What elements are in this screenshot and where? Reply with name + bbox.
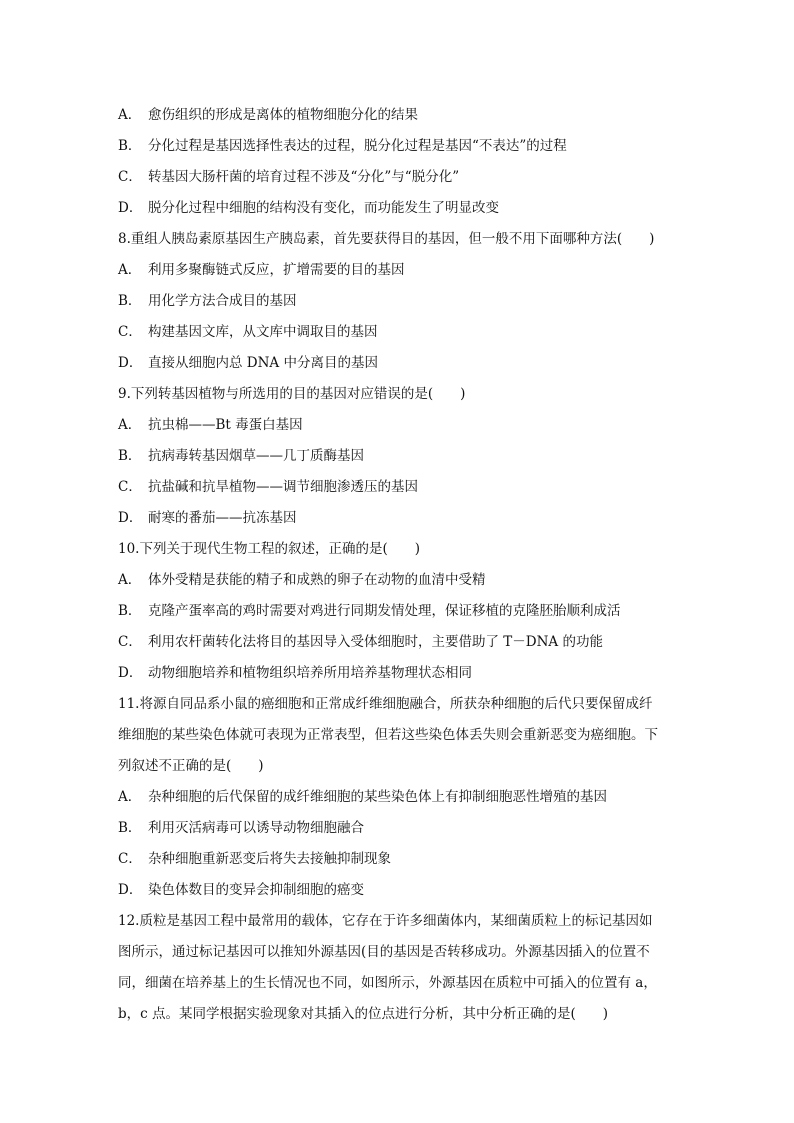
q9-option-a [118, 410, 678, 441]
option-letter: B． [118, 448, 142, 464]
option-text: 利用灭活病毒可以诱导动物细胞融合 [148, 820, 364, 836]
q9-option-b [118, 441, 678, 472]
q7-option-b [118, 131, 678, 162]
option-letter: C． [118, 479, 142, 495]
question-9 [118, 379, 678, 534]
q11-option-b [118, 813, 678, 844]
option-letter: D． [118, 355, 143, 371]
q8-option-c [118, 317, 678, 348]
question-12 [118, 906, 678, 1030]
option-letter: B． [118, 603, 142, 619]
q11-stem-line: 列叙述不正确的是( ) [118, 758, 264, 774]
exam-page [118, 100, 678, 1030]
q10-option-a [118, 565, 678, 596]
option-letter: A． [118, 417, 142, 433]
q7-option-a [118, 100, 678, 131]
option-letter: C． [118, 851, 142, 867]
option-text: 用化学方法合成目的基因 [148, 293, 297, 309]
option-letter: A． [118, 262, 142, 278]
option-letter: D． [118, 510, 143, 526]
option-text: 染色体数目的变异会抑制细胞的癌变 [148, 882, 364, 898]
option-text: 动物细胞培养和植物组织培养所用培养基物理状态相同 [148, 665, 472, 681]
option-text: 利用多聚酶链式反应，扩增需要的目的基因 [148, 262, 405, 278]
q9-stem: 9.下列转基因植物与所选用的目的基因对应错误的是( ) [118, 386, 466, 402]
q9-option-c [118, 472, 678, 503]
q10-option-c [118, 627, 678, 658]
option-text: 抗虫棉——Bt 毒蛋白基因 [148, 417, 303, 433]
q12-stem-line: b，c 点。某同学根据实验现象对其插入的位点进行分析，其中分析正确的是( ) [118, 1006, 609, 1022]
option-text: 利用农杆菌转化法将目的基因导入受体细胞时，主要借助了 T－DNA 的功能 [148, 634, 603, 650]
option-text: 克隆产蛋率高的鸡时需要对鸡进行同期发情处理，保证移植的克隆胚胎顺利成活 [148, 603, 621, 619]
option-text: 直接从细胞内总 DNA 中分离目的基因 [148, 355, 378, 371]
q11-option-d [118, 875, 678, 906]
option-letter: A． [118, 789, 142, 805]
question-11 [118, 689, 678, 906]
option-letter: B． [118, 820, 142, 836]
option-letter: A． [118, 107, 142, 123]
option-text: 抗病毒转基因烟草——几丁质酶基因 [148, 448, 364, 464]
option-text: 脱分化过程中细胞的结构没有变化，而功能发生了明显改变 [148, 200, 499, 216]
option-letter: D． [118, 665, 143, 681]
option-letter: C． [118, 634, 142, 650]
option-text: 分化过程是基因选择性表达的过程，脱分化过程是基因“不表达”的过程 [148, 138, 567, 154]
q8-stem: 8.重组人胰岛素原基因生产胰岛素，首先要获得目的基因，但一般不用下面哪种方法( ) [118, 231, 655, 247]
q10-option-d [118, 658, 678, 689]
option-letter: C． [118, 169, 142, 185]
q10-stem: 10.下列关于现代生物工程的叙述，正确的是( ) [118, 541, 421, 557]
q7-option-c [118, 162, 678, 193]
q8-option-b [118, 286, 678, 317]
q11-stem-line: 11.将源自同品系小鼠的癌细胞和正常成纤维细胞融合，所获杂种细胞的后代只要保留成纤 [118, 696, 653, 712]
q12-stem-line: 12.质粒是基因工程中最常用的载体，它存在于许多细菌体内，某细菌质粒上的标记基因如 [118, 913, 653, 929]
option-text: 转基因大肠杆菌的培育过程不涉及“分化”与“脱分化” [148, 169, 460, 185]
option-text: 抗盐碱和抗旱植物——调节细胞渗透压的基因 [148, 479, 418, 495]
q10-option-b [118, 596, 678, 627]
q7-options [118, 100, 678, 224]
q11-option-c [118, 844, 678, 875]
option-text: 愈伤组织的形成是离体的植物细胞分化的结果 [148, 107, 418, 123]
option-text: 耐寒的番茄——抗冻基因 [148, 510, 297, 526]
q9-option-d [118, 503, 678, 534]
option-text: 构建基因文库，从文库中调取目的基因 [148, 324, 378, 340]
q12-stem-line: 图所示，通过标记基因可以推知外源基因(目的基因是否转移成功。外源基因插入的位置不 [118, 944, 650, 960]
option-letter: C． [118, 324, 142, 340]
q11-stem [118, 689, 678, 782]
option-text: 体外受精是获能的精子和成熟的卵子在动物的血清中受精 [148, 572, 486, 588]
question-8 [118, 224, 678, 379]
option-text: 杂种细胞的后代保留的成纤维细胞的某些染色体上有抑制细胞恶性增殖的基因 [148, 789, 607, 805]
q11-stem-line: 维细胞的某些染色体就可表现为正常表型，但若这些染色体丢失则会重新恶变为癌细胞。下 [118, 727, 658, 743]
q8-option-d [118, 348, 678, 379]
option-letter: B． [118, 138, 142, 154]
q8-option-a [118, 255, 678, 286]
option-letter: A． [118, 572, 142, 588]
q12-stem-line: 同，细菌在培养基上的生长情况也不同，如图所示，外源基因在质粒中可插入的位置有 a， [118, 975, 657, 991]
q7-option-d [118, 193, 678, 224]
option-letter: D． [118, 882, 143, 898]
option-letter: B． [118, 293, 142, 309]
option-letter: D． [118, 200, 143, 216]
option-text: 杂种细胞重新恶变后将失去接触抑制现象 [148, 851, 391, 867]
q11-option-a [118, 782, 678, 813]
question-10 [118, 534, 678, 689]
q12-stem [118, 906, 678, 1030]
